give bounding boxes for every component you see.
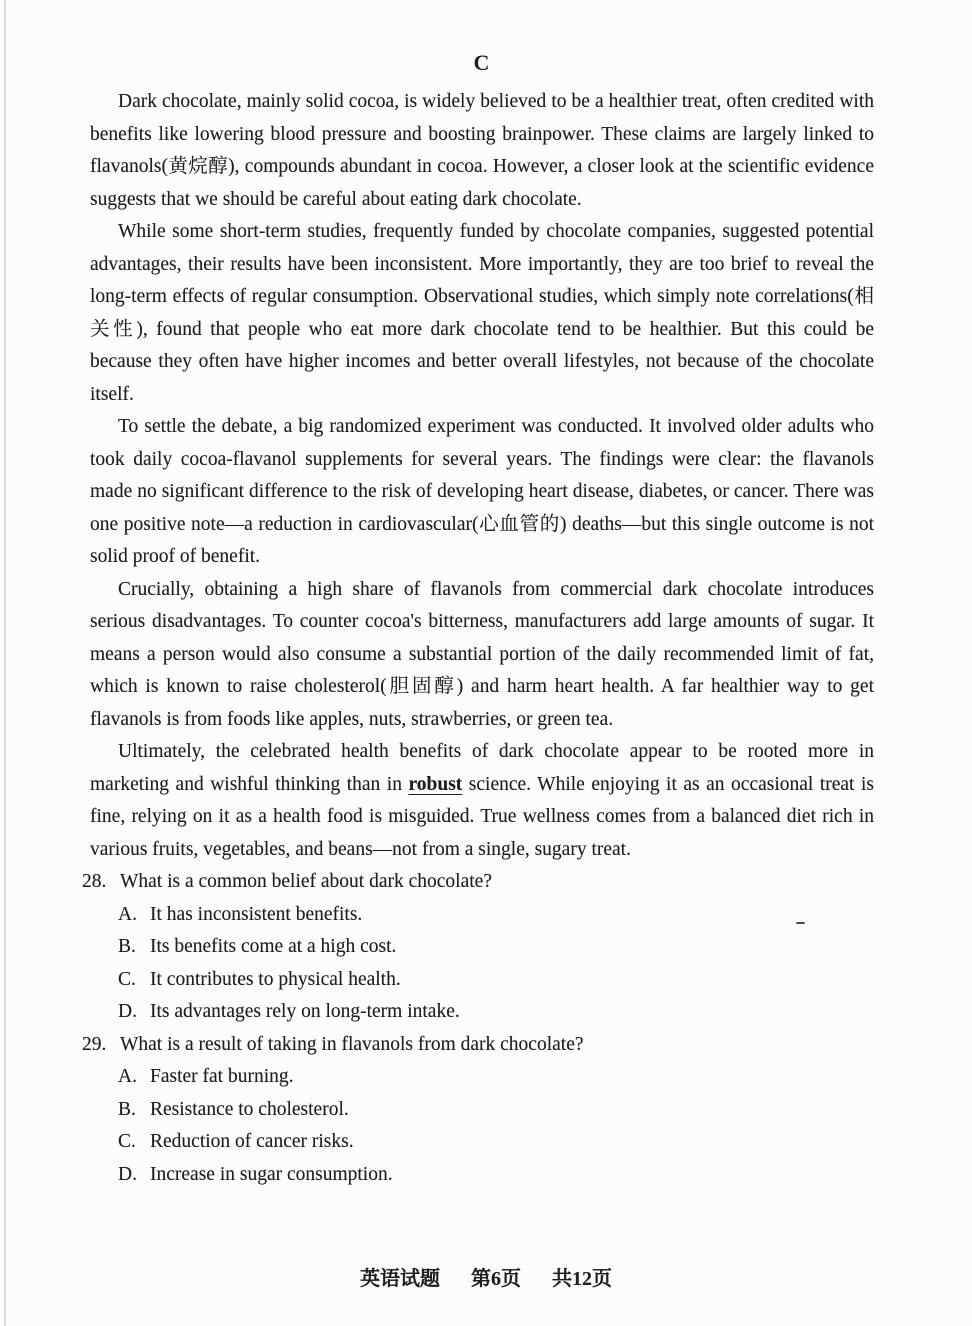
answer-option [90, 1094, 874, 1127]
answer-option [90, 1061, 874, 1094]
option-label: B. [118, 936, 136, 957]
option-text: It has inconsistent benefits. [150, 903, 363, 925]
footer-doc-title: 英语试题 [360, 1268, 440, 1290]
passage-text: To settle the debate, a big randomized experiment was conducted. It involved older adults who took daily cocoa-flavanol supplements for several years. The findings were clear: the flavanols made no significant difference to the risk of developing heart disease, diabetes, or cancer. There was one positive note—a reduction in cardiovascular(心血管的) deaths—but this single outcome is not solid proof of benefit. [90, 416, 874, 567]
option-text: Reduction of cancer risks. [150, 1131, 354, 1152]
option-text: Faster fat burning. [150, 1066, 294, 1087]
page-footer [0, 1262, 972, 1291]
question-text: What is a common belief about dark chocolate? [120, 871, 492, 892]
passage-text: Ultimately, the celebrated health benefits of dark chocolate appear to be rooted more in marketing and wishful thinking than in [90, 741, 874, 795]
reading-passage [90, 86, 874, 866]
answer-option [90, 964, 874, 997]
answer-option [90, 899, 874, 932]
answer-option [90, 1159, 874, 1192]
passage-text: Crucially, obtaining a high share of flavanols from commercial dark chocolate introduces serious disadvantages. To counter cocoa's bitterness, manufacturers add large amounts of sugar. It means a person would also consume a substantial portion of the daily recommended limit of fat, which is known to raise cholesterol(胆固醇) and harm heart health. A far healthier way to get flavanols is from foods like apples, nuts, strawberries, or green tea. [90, 578, 874, 730]
passage-text: Dark chocolate, mainly solid cocoa, is widely believed to be a healthier treat, often credited with benefits like lowering blood pressure and boosting brainpower. These claims are largely linked to flavanols(黄烷醇), compounds abundant in cocoa. However, a closer look at the scientific evidence suggests that we should be careful about eating dark chocolate. [90, 91, 874, 210]
option-text: Increase in sugar consumption. [150, 1163, 393, 1185]
question-text: What is a result of taking in flavanols from dark chocolate? [120, 1033, 584, 1055]
passage-paragraph [90, 411, 874, 574]
option-label: A. [118, 1066, 137, 1087]
option-text: Resistance to cholesterol. [150, 1098, 349, 1120]
question-number: 29. [82, 1033, 107, 1055]
option-label: B. [118, 1098, 136, 1120]
option-label: C. [118, 1131, 136, 1152]
question [82, 866, 874, 1029]
passage-paragraph [90, 86, 874, 216]
page-content [82, 48, 874, 1191]
passage-paragraph [90, 736, 874, 866]
option-label: C. [118, 968, 136, 990]
scan-edge-line [4, 0, 6, 1326]
option-label: D. [118, 1163, 137, 1185]
section-label: C [473, 50, 491, 75]
passage-paragraph [90, 216, 874, 411]
option-text: It contributes to physical health. [150, 968, 401, 990]
question-number: 28. [82, 871, 107, 892]
vocab-word-robust: robust [408, 773, 463, 795]
answer-option [90, 996, 874, 1029]
question-list [82, 866, 874, 1191]
option-text: Its benefits come at a high cost. [150, 936, 397, 957]
option-text: Its advantages rely on long-term intake. [150, 1001, 460, 1022]
scan-artifact-dash [796, 922, 805, 924]
passage-text: science. While enjoying it as an occasional treat is fine, relying on it as a health food is misguided. True wellness comes from a balanced diet rich in various fruits, vegetables, and beans—not from a single, sugary treat. [90, 773, 874, 860]
option-label: A. [118, 903, 137, 925]
question-stem [82, 1029, 874, 1062]
answer-option [90, 1126, 874, 1159]
question [82, 1029, 874, 1192]
passage-paragraph [90, 574, 874, 737]
footer-page-number: 第6页 [471, 1268, 521, 1290]
question-stem [82, 866, 874, 899]
passage-text: While some short-term studies, frequently funded by chocolate companies, suggested potential advantages, their results have been inconsistent. More importantly, they are too brief to reveal the long-term effects of regular consumption. Observational studies, which simply note correlations(相关性), found that people who eat more dark chocolate tend to be healthier. But this could be because they often have higher incomes and better overall lifestyles, not because of the chocolate itself. [90, 221, 874, 405]
answer-option [90, 931, 874, 964]
footer-total-pages: 共12页 [552, 1268, 612, 1290]
option-label: D. [118, 1001, 137, 1022]
